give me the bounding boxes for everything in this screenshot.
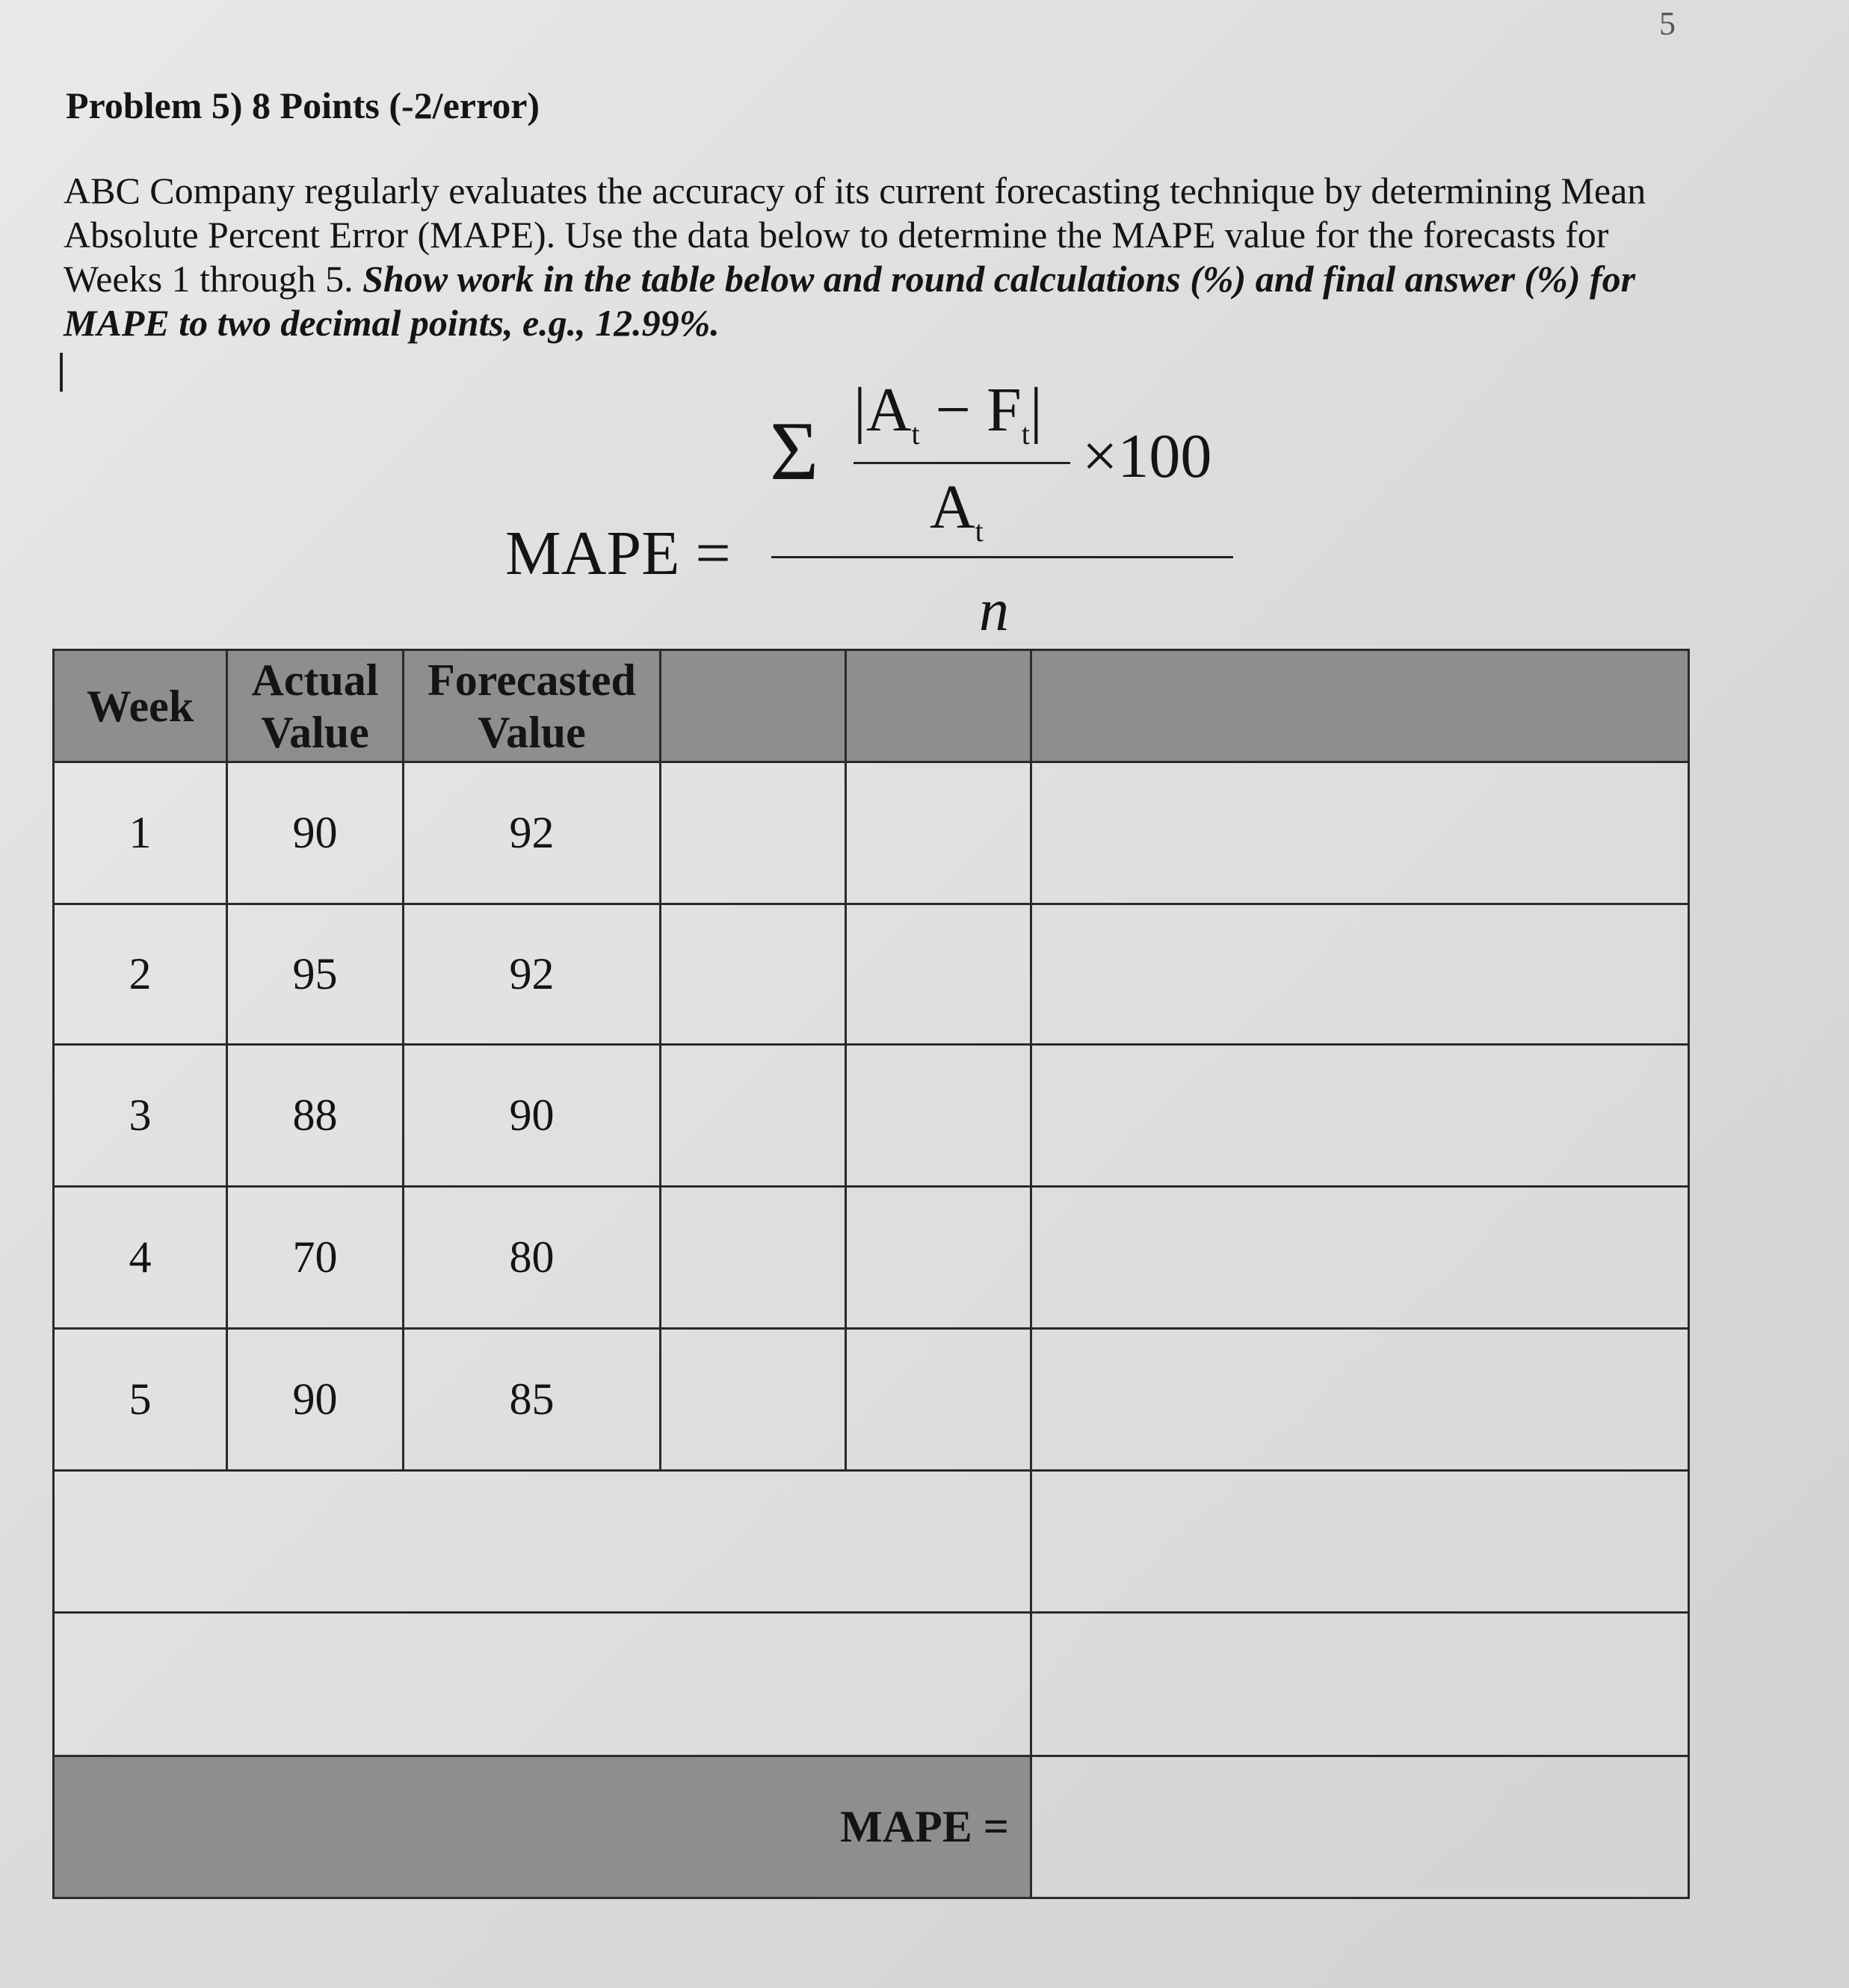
forecast-cell: 92 <box>404 904 661 1045</box>
summary-label-cell <box>54 1613 1031 1756</box>
formula-inner-numerator <box>853 374 1043 451</box>
table-row <box>54 1329 1689 1471</box>
summary-value-cell[interactable] <box>1031 1471 1689 1613</box>
week-cell: 3 <box>54 1045 227 1187</box>
week-cell: 5 <box>54 1329 227 1471</box>
text-cursor <box>60 353 63 392</box>
summary-value-cell[interactable] <box>1031 1613 1689 1756</box>
forecast-cell: 80 <box>404 1187 661 1329</box>
work-cell-col4[interactable] <box>661 904 846 1045</box>
work-cell-col6[interactable] <box>1031 1329 1689 1471</box>
week-cell: 2 <box>54 904 227 1045</box>
summary-label-cell <box>54 1471 1031 1613</box>
table-header-row <box>54 650 1689 762</box>
mape-label: MAPE = <box>54 1756 1031 1898</box>
den-a: A <box>930 472 975 542</box>
work-cell-col4[interactable] <box>661 762 846 904</box>
actual-cell: 95 <box>227 904 404 1045</box>
work-cell-col4[interactable] <box>661 1045 846 1187</box>
work-cell-col4[interactable] <box>661 1187 846 1329</box>
table-row <box>54 1187 1689 1329</box>
actual-cell: 90 <box>227 762 404 904</box>
sub-t-2: t <box>1021 416 1030 451</box>
header-col5 <box>846 650 1031 762</box>
actual-cell: 90 <box>227 1329 404 1471</box>
problem-text <box>64 169 1670 345</box>
work-cell-col5[interactable] <box>846 1329 1031 1471</box>
sub-t-3: t <box>975 513 984 548</box>
page-number: 5 <box>1659 5 1676 42</box>
actual-cell: 88 <box>227 1045 404 1187</box>
mape-table <box>52 649 1690 1899</box>
mape-answer-cell[interactable] <box>1031 1756 1689 1898</box>
week-cell: 1 <box>54 762 227 904</box>
header-forecast-line1: Forecasted <box>427 655 636 705</box>
work-cell-col4[interactable] <box>661 1329 846 1471</box>
problem-instructions: ABC Company regularly evaluates the accuracy of its current forecasting technique by determining Mean Absolute Percent Error (MAPE). Use the data below to determine the MAPE value for the forecasts for Weeks 1 through 5. <box>64 170 1646 300</box>
forecast-cell: 92 <box>404 762 661 904</box>
week-cell: 4 <box>54 1187 227 1329</box>
problem-title: Problem 5) 8 Points (-2/error) <box>66 84 540 126</box>
formula-lhs: MAPE = <box>505 519 731 588</box>
summary-row <box>54 1471 1689 1613</box>
work-cell-col5[interactable] <box>846 1187 1031 1329</box>
work-cell-col6[interactable] <box>1031 1187 1689 1329</box>
abs-a: |A <box>853 375 912 445</box>
header-actual-line1: Actual <box>251 655 379 705</box>
problem-emphasis: Show work in the table below and round calculations (%) and final answer (%) for MAPE to two decimal points, e.g., 12.99%. <box>64 258 1636 344</box>
header-actual <box>227 650 404 762</box>
header-week: Week <box>54 650 227 762</box>
table-row <box>54 1045 1689 1187</box>
sub-t-1: t <box>911 416 920 451</box>
work-cell-col6[interactable] <box>1031 762 1689 904</box>
inner-fraction-bar <box>853 462 1070 464</box>
summary-row <box>54 1613 1689 1756</box>
sigma-symbol: Σ <box>770 405 819 498</box>
header-col6 <box>1031 650 1689 762</box>
table-row <box>54 904 1689 1045</box>
outer-fraction-bar <box>771 556 1233 558</box>
work-cell-col6[interactable] <box>1031 904 1689 1045</box>
header-forecast-line2: Value <box>478 707 586 757</box>
actual-cell: 70 <box>227 1187 404 1329</box>
table-row <box>54 762 1689 904</box>
minus-f: − F <box>919 375 1022 445</box>
abs-close: | <box>1029 375 1043 445</box>
work-cell-col5[interactable] <box>846 904 1031 1045</box>
work-cell-col5[interactable] <box>846 1045 1031 1187</box>
header-forecast <box>404 650 661 762</box>
forecast-cell: 85 <box>404 1329 661 1471</box>
mape-result-row <box>54 1756 1689 1898</box>
header-actual-line2: Value <box>261 707 369 757</box>
work-cell-col6[interactable] <box>1031 1045 1689 1187</box>
work-cell-col5[interactable] <box>846 762 1031 904</box>
forecast-cell: 90 <box>404 1045 661 1187</box>
formula-outer-denominator: n <box>979 578 1009 643</box>
header-col4 <box>661 650 846 762</box>
formula-inner-denominator <box>930 471 984 549</box>
formula-multiplier: ×100 <box>1082 422 1212 491</box>
